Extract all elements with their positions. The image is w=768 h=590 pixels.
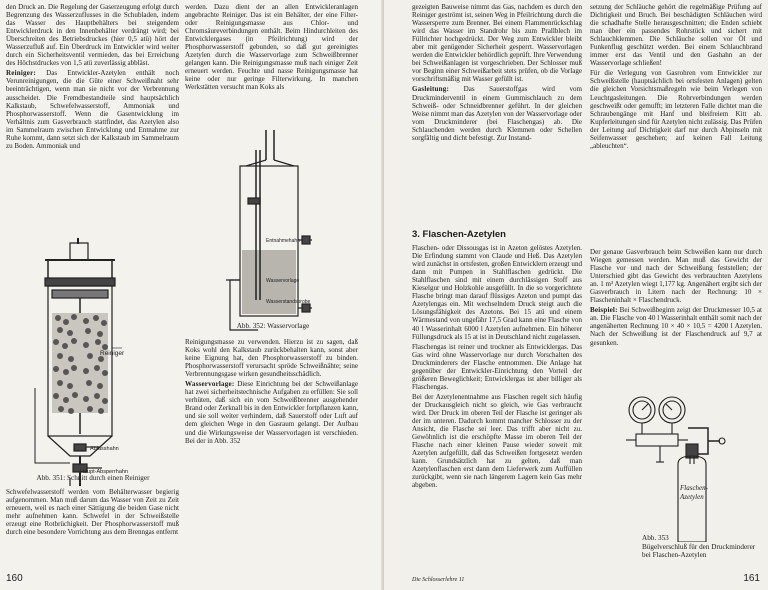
right-column-3: [412, 228, 582, 489]
label-entnahmehahn: Entnahmehahn: [266, 238, 300, 244]
caption-number: Abb. 353: [642, 534, 669, 542]
label-reiniger: Reiniger: [100, 350, 125, 357]
keyword: Reiniger:: [6, 69, 36, 78]
paragraph-text: Bei Schweißbeginn zeigt der Druckmesser 10,5 at an. Die Flasche von 40 l Wasserinhalt enthält somit nach der angenäherten Rechnung 10 × 40 × 10,5 = 4200 l Azetylen. Nach der Schweißung ist der Flaschendruck auf 9,7 at gesunken.: [590, 306, 762, 347]
paragraph: Bei der Azetylenentnahme aus Flaschen regelt sich häufig der Druckausgleich nicht so gleich, wie Gas verbraucht wird. Der Druck im oberen Teil der Flasche ist geringer als der im unteren. Dadurch kommt mancher Schlosser zu der Ansicht, die Flasche sei leer. Das trifft aber nicht zu. Gewöhnlich ist die erschöpfte Masse im oberen Teil der Flasche nach einer kleinen Pause wieder soweit mit Azetylen aufgefüllt, daß das Schweißen fortgesetzt werden kann. Grundsätzlich hat zu gelten, daß man Azetylenflaschen erst dann dem Lieferwerk zum Auffüllen zurückgibt, wenn sie nach längerem Lagern kein Gas mehr abgeben.: [412, 392, 582, 490]
keyword: Gasleitung:: [412, 85, 450, 94]
figure-351-reiniger-diagram: [10, 238, 140, 488]
paragraph: Schwefelwasserstoff werden vom Behälterwasser begierig aufgenommen. Man muß darum das Wasser von Zeit zu Zeit erneuern, weil es nach einer Sättigung die beiden Gase nicht mehr aufnehmen kann. Schwefel in der Schweißstelle erzeugt eine Rotbrüchigkeit. Der Phosphorwasserstoff muß durch eine besondere Vorrichtung aus dem Brenngas entfernt: [6, 488, 179, 537]
left-column-1: [6, 3, 179, 150]
left-column-2-bottom: [185, 338, 358, 445]
right-column-2: [590, 3, 762, 150]
label-flaschen-azetylen: Flaschen- Azetylen: [680, 484, 708, 501]
paragraph: gezeigten Bauweise nimmt das Gas, nachdem es durch den Reiniger geströmt ist, seinen Weg in Pfeilrichtung durch die Wassersperre zum Brenner. Bei einem Flammenrückschlag wird das Wasser im Standrohr bis zum Prallblech im Füllrichter hochgedrückt. Der Weg zum Entwickler bleibt aber mit genügender Sicherheit gesperrt. Wasservorlagen werden die Entwickler behördlich geprüft. Ihre Verwendung bei Schweißanlagen ist vorgeschrieben. Der Schlosser muß vor Beginn einer Schweißarbeit stets prüfen, ob die Vorlage vorschriftsmäßig mit Wasser gefüllt ist.: [412, 3, 582, 84]
paragraph: [6, 69, 179, 149]
footer-signature: Die Schlosserlehre 11: [412, 577, 465, 583]
label-wasservorlage: Wasservorlage: [266, 278, 300, 284]
figure-352-caption: Abb. 352: Wasservorlage: [236, 322, 310, 330]
section-title: 3. Flaschen-Azetylen: [412, 229, 506, 240]
paragraph: Flaschengas ist reiner und trockner als Entwicklergas. Das Gas wird ohne Wasservorlage nur durch Vorschalten des Druckminderers der Flasche entnommen. Die Anlage hat gegenüber der Entwickler-Einrichtung den Vorteil der größeren Beweglichkeit; Entwicklergas ist aber billiger als Flaschengas.: [412, 342, 582, 391]
paragraph-text: Diese Einrichtung bei der Schweißanlage hat zwei sicherheitstechnische Aufgaben zu erfüllen: Sie soll verhüten, daß sich ein vom Schweißbrenner ausgehender Brand oder Zerknall bis in den Entwickler fortpflanzen kann, und sie soll weiter verhindern, daß Sauerstoff oder Luft auf dem gleichen Wege in den Gasraum gelangt. Der Aufbau und die Wirkungsweise der Wasservorlagen ist verschieden. Bei der in Abb. 352: [185, 380, 358, 445]
right-column-4: [590, 248, 762, 347]
paragraph-text: Das Entwickler-Azetylen enthält noch Verunreinigungen, die die Güte einer Schweißnaht sehr beeinträchtigen, wenn man sie nicht vor der Verbrennung ausscheidet. Die Fremdbestandteile sind hauptsächlich Kalkstaub, Schwefelwasserstoff, Ammoniak und Phosphorwasserstoff. Wenn die Gasentwicklung im Verhältnis zum Gasverbrauch stattfindet, das Azetylen also im Sammelraum zwischen Entwicklung und Entnahme zur Ruhe kommt, dann setzt sich der Kalkstaub im Sammelraum zu Boden. Ammoniak und: [6, 69, 179, 150]
figure-353-flaschen-azetylen-diagram: [620, 392, 760, 542]
paragraph: [590, 306, 762, 346]
figure-353-caption: [642, 534, 764, 560]
right-page: [384, 0, 768, 590]
page-number: 160: [6, 573, 23, 584]
label-ablasshahn: Ablasshahn: [90, 446, 119, 452]
left-column-2-top: [185, 3, 358, 92]
paragraph: werden. Dazu dient der an allen Entwickleranlagen angebrachte Reiniger. Das ist ein Behälter, der eine Filter- oder Reinigungsmasse aus Chlor- und Chromsäureverbindungen enthält. Beim Hindurchleiten des Entwicklergases (in Pfeilrichtung) wird der Phosphorwasserstoff gebunden, so daß gut gereinigtes Azetylen durch die Wasservorlage zum Schweißbrenner gelangen kann. Die Reinigungsmasse muß nach einiger Zeit erneuert werden. Feuchte und nasse Reinigungsmasse hat keine oder nur geringe Filterwirkung. In manchen Werkstätten versucht man Koks als: [185, 3, 358, 92]
keyword: Wasservorlage:: [185, 380, 235, 389]
page-number: 161: [743, 573, 760, 584]
paragraph: Reinigungsmasse zu verwenden. Hierzu ist zu sagen, daß Koks wohl den Kalkstaub zurückbehalten kann, sonst aber keine Eignung hat, den Phosphorwasserstoff zu binden. Phosphorwasserstoff verursacht spröde Schweißnähte; seine Verbrennungsgase wirken gesundheitsschädlich.: [185, 338, 358, 379]
figure-351-caption: Abb. 351: Schnitt durch einen Reiniger: [36, 474, 150, 482]
label-wasserstandsprobe: Wasserstandsprobe: [266, 299, 311, 305]
paragraph: Für die Verlegung von Gasrohren vom Entwickler zur Schweißstelle (hauptsächlich bei ortsfesten Anlagen) gelten die gleichen Vorsichtsmaßregeln wie beim Verlegen von Leuchtgasleitungen. Die Rohrverbindungen werden geschweißt oder gemufft; im letzteren Falle dichtet man die Schraubengänge mit Hanf und bleifreiem Kitt ab. Kupferleitungen sind für Azetylen nicht zulässig. Das Prüfen der Leitung auf Dichtigkeit darf nur durch Abpinseln mit Seifenwasser geschehen; auf keinen Fall Leitung „ableuchten“.: [590, 69, 762, 150]
paragraph: setzung der Schläuche gehört die regelmäßige Prüfung auf Dichtigkeit und Bruch. Bei beschädigten Schläuchen wird die schadhafte Stelle herausgeschnitten; die Enden schiebt man über ein passendes Rohrstück und sichert mit Schlauchklemmen. Die Schläuche sollen vor Öl und Funkenflug geschützt werden. Bei einem Schlauchbrand immer erst das Ventil und den Gashahn an der Wasservorlage schließen!: [590, 3, 762, 68]
paragraph: den Druck an. Die Regelung der Gaserzeugung erfolgt durch Begrenzung des Wasserzuflusses in die Schubladen, indem das Wasser des Hauptbehälters bei steigendem Entwicklerdruck in den Innenbehälter verdrängt wird; bei Überschreiten des Betriebsdruckes (hier 0,5 atü) hört der Wasserzufluß auf. Ein Überdruck im Entwickler wird weiter durch ein Sicherheitsventil vermieden, das bei Erreichung des Höchstdruckes von 1,5 atü zuverlässig abbläst.: [6, 3, 179, 68]
paragraph: [185, 380, 358, 444]
right-column-1: [412, 3, 582, 142]
keyword: Beispiel:: [590, 306, 618, 315]
label-haupt-absperrhahn: Haupt-Absperrhahn: [80, 469, 129, 475]
paragraph: [412, 85, 582, 141]
paragraph: Flaschen- oder Dissousgas ist in Azeton gelöstes Azetylen. Die Erfindung stammt von Claude und Heß. Das Azetylen wird zunächst in ortsfesten, großen Entwicklern erzeugt und dann mit Pumpen in Stahlflaschen gedrückt. Die Stahlflaschen sind mit einem durchlässigen Stoff aus Kieselgur und Holzkohle ausgefüllt. In die so vorgerichtete Flasche bringt man darauf flüssiges Azeton und pumpt das Azetylengas ein. Mit wechselndem Druck steigt auch die Lösungsfähigkeit des Azetons. Bei 15 atü und einem Wärmestand von ungefähr 17,5 Grad kann eine Flasche von 40 l Wasserinhalt 6000 l Azetylen aufnehmen. Ein höherer Füllungsdruck als 15 at ist in Deutschland nicht zugelassen.: [412, 244, 582, 341]
paragraph: Der genaue Gasverbrauch beim Schweißen kann nur durch Wiegen gemessen werden. Man muß das Gewicht der Flasche vor und nach der Schweißung feststellen; der Unterschied gibt das Gewicht des verbrauchten Azetylens an. 1 m³ Azetylen wiegt 1,177 kg. Angenähert ergibt sich der Gasverbrauch in Litern nach der Rechnung: 10 × Flascheninhalt × Flaschendruck.: [590, 248, 762, 305]
paragraph-text: Das Sauerstoffgas wird vom Druckminderventil in einem Gummischlauch zu dem Schweiß- oder Schneidbrenner geführt. In der gleichen Weise nimmt man das Azetylen von der Wasservorlage oder vom Druckminderer (bei Flaschengas) ab. Die Schlauchenden werden durch Klemmen oder Schellen sorgfältig und dicht befestigt. Zur Instand-: [412, 85, 582, 142]
left-column-1-bottom: [6, 488, 179, 536]
caption-text: Bügelverschluß für den Druckminderer bei Flaschen-Azetylen: [642, 542, 756, 559]
figure-352-wasservorlage-diagram: [208, 130, 338, 335]
